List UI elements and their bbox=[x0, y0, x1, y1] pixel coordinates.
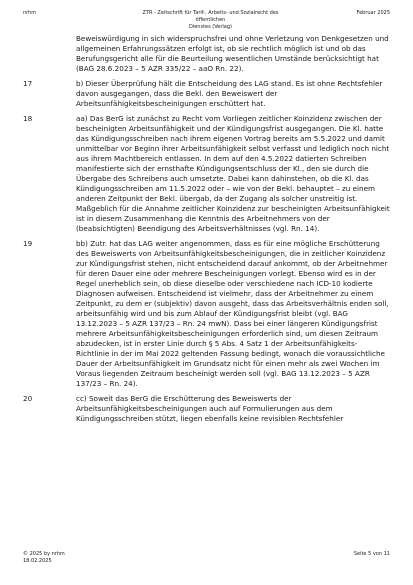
paragraph bbox=[23, 79, 390, 109]
paragraph-text: cc) Soweit das BerG die Erschütterung des Beweiswerts der Arbeitsunfähigkeitsbescheinigungen auch auf Formulierungen aus dem Kündigungsschreiben stützt, liegen ebenfalls keine revisiblen Rechtsfehler bbox=[76, 394, 344, 423]
paragraph bbox=[23, 239, 390, 389]
page-footer bbox=[23, 551, 390, 565]
paragraph bbox=[23, 114, 390, 234]
header-journal-title bbox=[133, 10, 288, 31]
footer-copyright: © 2025 by nrhm bbox=[23, 551, 65, 557]
document-body bbox=[23, 34, 390, 429]
footer-page-number: Seite 5 von 11 bbox=[353, 551, 390, 557]
paragraph-text: aa) Das BerG ist zunächst zu Recht vom Vorliegen zeitlicher Koinzidenz zwischen der bescheinigten Arbeitsunfähigkeit und der Kündigungsfrist ausgegangen. Die Kl. hatte das Kündigungsschreiben nach ihrem eigenen Vortrag bereits am 5.5.2022 und damit unmittelbar vor Beginn ihrer Arbeitsunfähigkeit selbst verfasst und lediglich noch nicht aus ihrem Machtbereich entlassen. In dem auf den 4.5.2022 datierten Schreiben manifestierte sich der ernsthafte Kündigungsentschluss der Kl., den sie durch die Übergabe des Schreibens auch umsetzte. Dabei kann dahinstehen, ob die Kl. das Kündigungsschreiben am 11.5.2022 oder – wie von der Bekl. behauptet – zu einem anderen Zeitpunkt der Bekl. übergab, da der Zugang als solcher unstreitig ist. Maßgeblich für die Annahme zeitlicher Koinzidenz zur bescheinigten Arbeitsunfähigkeit ist in diesem Zusammenhang die Kenntnis des Arbeitnehmers von der (beabsichtigten) Beendigung des Arbeitsverhältnisses (vgl. Rn. 14). bbox=[76, 114, 390, 233]
footer-date: 18.02.2025 bbox=[23, 558, 52, 564]
paragraph-text: Beweiswürdigung in sich widerspruchsfrei und ohne Verletzung von Denkgesetzen und allgemeinen Erfahrungssätzen erfolgt ist, ob sie rechtlich möglich ist und ob das Berufungsgericht alle für die Beurteilung wesentlichen Umstände berücksichtigt hat (BAG 28.6.2023 – 5 AZR 335/22 – aaO Rn. 22). bbox=[76, 34, 389, 73]
paragraph-text: bb) Zutr. hat das LAG weiter angenommen, dass es für eine mögliche Erschütterung des Beweiswerts von Arbeitsunfähigkeitsbescheinigungen, die in zeitlicher Koinzidenz zur Kündigungsfrist stehen, nicht entscheidend darauf ankommt, ob der Arbeitnehmer für deren Dauer eine oder mehrere Bescheinigungen vorlegt. Ebenso wird es in der Regel unerheblich sein, ob diese dieselbe oder verschiedene nach ICD-10 kodierte Diagnosen aufweisen. Entscheidend ist vielmehr, dass der Arbeitnehmer zu einem Zeitpunkt, zu dem er (subjektiv) davon ausgeht, dass das Arbeitsverhältnis enden soll, arbeitsunfähig wird und bis zum Ablauf der Kündigungsfrist bleibt (vgl. BAG 13.12.2023 – 5 AZR 137/23 – Rn. 24 mwN). Dass bei einer längeren Kündigungsfrist mehrere Arbeitsunfähigkeitsbescheinigungen erforderlich sind, um diesen Zeitraum abzudecken, ist in erster Linie durch § 5 Abs. 4 Satz 1 der Arbeitsunfähigkeits-Richtlinie in der im Mai 2022 geltenden Fassung bedingt, wonach die voraussichtliche Dauer der Arbeitsunfähigkeit im Grundsatz nicht für einen mehr als zwei Wochen im Voraus liegenden Zeitraum bescheinigt werden soll (vgl. BAG 13.12.2023 – 5 AZR 137/23 – Rn. 24). bbox=[76, 239, 389, 388]
paragraph bbox=[23, 394, 390, 424]
paragraph bbox=[23, 34, 390, 74]
paragraph-text: b) Dieser Überprüfung hält die Entscheidung des LAG stand. Es ist ohne Rechtsfehler davon ausgegangen, dass die Bekl. den Beweiswert der Arbeitsunfähigkeitsbescheinigungen erschüttert hat. bbox=[76, 79, 383, 108]
paragraph-number: 17 bbox=[23, 79, 33, 88]
paragraph-number: 19 bbox=[23, 239, 33, 248]
header-journal-line2: Dienstes (Verlag) bbox=[188, 24, 232, 30]
header-date: Februar 2025 bbox=[356, 10, 390, 16]
page-header bbox=[23, 10, 390, 32]
paragraph-number: 18 bbox=[23, 114, 33, 123]
header-publisher: nrhm bbox=[23, 10, 37, 16]
paragraph-number: 20 bbox=[23, 394, 33, 403]
header-journal-line1: ZTR - Zeitschrift für Tarif-, Arbeits- und Sozialrecht des öffentlichen bbox=[142, 10, 279, 23]
